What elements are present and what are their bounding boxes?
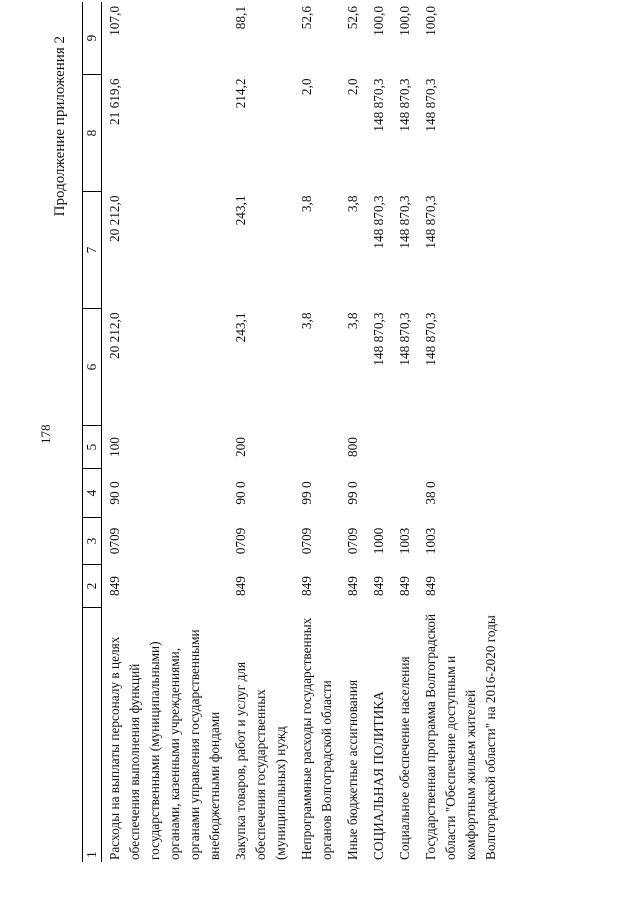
cell-c3: 0709 xyxy=(233,527,248,555)
cell-c7: 148 870,3 xyxy=(423,195,438,249)
cell-c8: 214,2 xyxy=(233,78,248,109)
column-header: 4 xyxy=(83,469,102,518)
cell-c6: 3,8 xyxy=(299,312,314,330)
cell-c8: 148 870,3 xyxy=(423,78,438,132)
cell-c2: 849 xyxy=(107,576,122,596)
table-row xyxy=(340,2,366,862)
cell-c2: 849 xyxy=(397,576,412,596)
column-header: 3 xyxy=(83,518,102,565)
cell-c7: 3,8 xyxy=(345,195,360,213)
cell-c5 xyxy=(366,426,392,469)
table-row xyxy=(418,2,504,862)
column-header: 8 xyxy=(83,75,102,192)
cell-c3: 0709 xyxy=(299,527,314,555)
row-name: Закупка товаров, работ и услуг для обеспечения государственных (муниципальных) нужд xyxy=(233,661,288,860)
row-name: СОЦИАЛЬНАЯ ПОЛИТИКА xyxy=(371,691,386,860)
cell-c4: 99 0 xyxy=(345,481,360,505)
cell-c7: 148 870,3 xyxy=(397,195,412,249)
cell-c5: 200 xyxy=(233,437,248,457)
cell-c5 xyxy=(294,426,340,469)
column-header: 2 xyxy=(83,565,102,608)
cell-c3: 0709 xyxy=(107,527,122,555)
cell-c7: 20 212,0 xyxy=(107,195,122,243)
cell-c2: 849 xyxy=(371,576,386,596)
cell-c4 xyxy=(366,469,392,518)
cell-c7: 148 870,3 xyxy=(371,195,386,249)
continuation-label: Продолжение приложения 2 xyxy=(52,36,68,217)
cell-c9: 100,0 xyxy=(397,6,412,36)
cell-c8: 148 870,3 xyxy=(397,78,412,132)
cell-c8: 148 870,3 xyxy=(371,78,386,132)
cell-c3: 1000 xyxy=(371,527,386,555)
cell-c3: 1003 xyxy=(423,527,438,555)
cell-c5 xyxy=(392,426,418,469)
row-name: Социальное обеспечение населения xyxy=(397,656,412,860)
rotated-page-content xyxy=(52,6,552,862)
column-header: 9 xyxy=(83,2,102,75)
cell-c5 xyxy=(418,426,504,469)
cell-c2: 849 xyxy=(233,576,248,596)
cell-c4: 90 0 xyxy=(233,481,248,505)
table-row xyxy=(228,2,294,862)
column-header: 6 xyxy=(83,309,102,426)
cell-c2: 849 xyxy=(299,576,314,596)
cell-c9: 88,1 xyxy=(233,6,248,30)
cell-c6: 148 870,3 xyxy=(371,312,386,366)
header-row xyxy=(83,2,102,862)
cell-c4: 38 0 xyxy=(423,481,438,505)
cell-c9: 100,0 xyxy=(423,6,438,36)
cell-c9: 107,0 xyxy=(107,6,122,36)
row-name: Расходы на выплаты персоналу в целях обеспечения выполнения функций государственными (муниципальными) органами, казенными учреждениями, органами управления государственными внебюджетными фондами xyxy=(107,629,222,860)
cell-c6: 20 212,0 xyxy=(107,312,122,360)
row-name: Иные бюджетные ассигнования xyxy=(345,679,360,860)
table-row xyxy=(102,2,229,862)
cell-c4 xyxy=(392,469,418,518)
cell-c4: 99 0 xyxy=(299,481,314,505)
table-row xyxy=(294,2,340,862)
cell-c5: 800 xyxy=(345,437,360,457)
budget-table xyxy=(82,2,504,862)
cell-c9: 52,6 xyxy=(299,6,314,30)
page-number: 178 xyxy=(38,424,53,444)
cell-c6: 148 870,3 xyxy=(397,312,412,366)
column-header: 7 xyxy=(83,192,102,309)
cell-c9: 100,0 xyxy=(371,6,386,36)
cell-c8: 2,0 xyxy=(345,78,360,96)
cell-c6: 243,1 xyxy=(233,312,248,343)
column-header: 1 xyxy=(83,608,102,863)
column-header: 5 xyxy=(83,426,102,469)
cell-c4: 90 0 xyxy=(107,481,122,505)
cell-c8: 2,0 xyxy=(299,78,314,96)
cell-c5: 100 xyxy=(107,437,122,457)
cell-c6: 148 870,3 xyxy=(423,312,438,366)
cell-c8: 21 619,6 xyxy=(107,78,122,126)
cell-c7: 243,1 xyxy=(233,195,248,226)
table-row xyxy=(392,2,418,862)
table-row xyxy=(366,2,392,862)
cell-c3: 0709 xyxy=(345,527,360,555)
row-name: Государственная программа Волгоградской области "Обеспечение доступным и комфортным жильем жителей Волгоградской области" на 2016-2020 годы xyxy=(423,613,498,860)
cell-c3: 1003 xyxy=(397,527,412,555)
row-name: Непрограммные расходы государственных органов Волгоградской области xyxy=(299,617,334,860)
cell-c7: 3,8 xyxy=(299,195,314,213)
cell-c6: 3,8 xyxy=(345,312,360,330)
cell-c2: 849 xyxy=(423,576,438,596)
cell-c9: 52,6 xyxy=(345,6,360,30)
cell-c2: 849 xyxy=(345,576,360,596)
